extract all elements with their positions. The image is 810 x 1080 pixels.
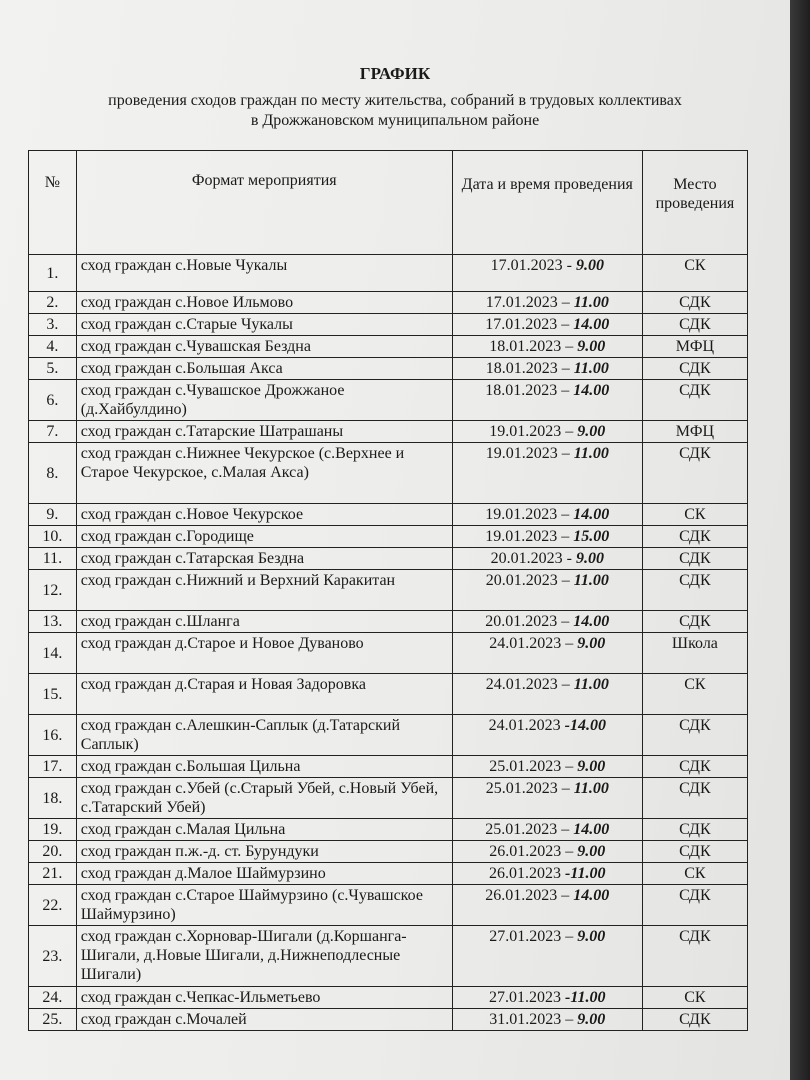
row-datetime: [452, 443, 642, 504]
row-place: СДК: [642, 756, 747, 778]
row-number: 18.: [29, 778, 77, 819]
row-place: Школа: [642, 633, 747, 674]
row-time: 9.00: [577, 423, 606, 440]
row-datetime: [452, 358, 642, 380]
row-time: 15.00: [573, 528, 610, 545]
row-number: 7.: [29, 421, 77, 443]
row-time: 14.00: [573, 887, 610, 904]
row-number: 23.: [29, 926, 77, 987]
row-place: СК: [642, 255, 747, 292]
row-datetime: [452, 633, 642, 674]
row-time: 9.00: [577, 1011, 606, 1028]
row-time: 14.00: [573, 506, 610, 523]
table-row: [29, 756, 748, 778]
row-datetime: [452, 380, 642, 421]
row-number: 8.: [29, 443, 77, 504]
header-format: Формат мероприятия: [76, 151, 452, 255]
row-date: 26.01.2023 –: [485, 887, 574, 904]
row-date: 19.01.2023 –: [485, 528, 574, 545]
row-date: 26.01.2023: [489, 865, 566, 882]
document-title: ГРАФИК: [359, 64, 431, 83]
row-format: сход граждан с.Татарская Бездна: [76, 548, 452, 570]
row-number: 20.: [29, 841, 77, 863]
row-place: МФЦ: [642, 336, 747, 358]
table-row: [29, 633, 748, 674]
row-date: 19.01.2023 –: [485, 445, 574, 462]
row-place: СДК: [642, 358, 747, 380]
row-date: 19.01.2023 –: [489, 423, 578, 440]
row-number: 25.: [29, 1009, 77, 1031]
row-place: СДК: [642, 570, 747, 611]
row-datetime: [452, 421, 642, 443]
row-format: сход граждан с.Чувашская Бездна: [76, 336, 452, 358]
row-datetime: [452, 819, 642, 841]
row-time: 14.00: [573, 821, 610, 838]
row-number: 19.: [29, 819, 77, 841]
row-number: 15.: [29, 674, 77, 715]
background-edge: [790, 0, 810, 1080]
row-number: 2.: [29, 292, 77, 314]
row-time: 11.00: [573, 360, 609, 377]
table-header-row: [29, 151, 748, 255]
row-date: 25.01.2023 –: [489, 758, 578, 775]
table-row: [29, 885, 748, 926]
row-format: сход граждан п.ж.-д. ст. Бурундуки: [76, 841, 452, 863]
row-time: -14.00: [564, 717, 606, 734]
row-time: 11.00: [573, 676, 609, 693]
row-datetime: [452, 548, 642, 570]
row-time: 14.00: [573, 613, 610, 630]
row-place: СК: [642, 504, 747, 526]
row-number: 9.: [29, 504, 77, 526]
table-row: [29, 778, 748, 819]
row-date: 24.01.2023 –: [485, 676, 574, 693]
row-number: 10.: [29, 526, 77, 548]
row-datetime: [452, 885, 642, 926]
row-time: 11.00: [573, 294, 609, 311]
row-datetime: [452, 715, 642, 756]
row-format: сход граждан с.Нижний и Верхний Каракитан: [76, 570, 452, 611]
row-number: 22.: [29, 885, 77, 926]
row-datetime: [452, 756, 642, 778]
row-time: 14.00: [573, 316, 610, 333]
row-time: 9.00: [575, 257, 604, 274]
row-place: СДК: [642, 1009, 747, 1031]
header-num: №: [29, 151, 77, 255]
table-row: [29, 314, 748, 336]
table-row: [29, 548, 748, 570]
document-subtitle-line1: проведения сходов граждан по месту жительства, собраний в трудовых коллективах: [108, 92, 682, 109]
row-place: СДК: [642, 841, 747, 863]
row-format: сход граждан д.Малое Шаймурзино: [76, 863, 452, 885]
row-datetime: [452, 611, 642, 633]
row-datetime: [452, 778, 642, 819]
row-datetime: [452, 926, 642, 987]
row-date: 24.01.2023 –: [489, 635, 578, 652]
row-date: 18.01.2023 –: [485, 382, 574, 399]
row-place: СДК: [642, 314, 747, 336]
row-format: сход граждан с.Чепкас-Ильметьево: [76, 987, 452, 1009]
table-row: [29, 674, 748, 715]
row-time: -11.00: [565, 989, 606, 1006]
row-place: СДК: [642, 380, 747, 421]
row-time: 9.00: [577, 843, 606, 860]
row-date: 27.01.2023: [489, 989, 566, 1006]
row-time: 11.00: [573, 572, 609, 589]
row-place: СДК: [642, 715, 747, 756]
row-format: сход граждан д.Старая и Новая Задоровка: [76, 674, 452, 715]
table-row: [29, 255, 748, 292]
row-date: 31.01.2023 –: [489, 1011, 578, 1028]
header-date: Дата и время проведения: [452, 151, 642, 255]
table-row: [29, 863, 748, 885]
table-row: [29, 358, 748, 380]
table-row: [29, 611, 748, 633]
row-place: СДК: [642, 292, 747, 314]
row-format: сход граждан д.Старое и Новое Дуваново: [76, 633, 452, 674]
table-row: [29, 715, 748, 756]
row-time: 9.00: [577, 635, 606, 652]
row-number: 14.: [29, 633, 77, 674]
table-row: [29, 336, 748, 358]
row-place: СДК: [642, 819, 747, 841]
row-datetime: [452, 504, 642, 526]
row-format: сход граждан с.Новые Чукалы: [76, 255, 452, 292]
row-format: сход граждан с.Чувашское Дрожжаное (д.Хайбулдино): [76, 380, 452, 421]
row-time: 11.00: [573, 780, 609, 797]
row-format: сход граждан с.Алешкин-Саплык (д.Татарский Саплык): [76, 715, 452, 756]
row-datetime: [452, 570, 642, 611]
row-date: 20.01.2023 –: [485, 613, 574, 630]
row-time: 11.00: [573, 445, 609, 462]
row-format: сход граждан с.Нижнее Чекурское (с.Верхнее и Старое Чекурское, с.Малая Акса): [76, 443, 452, 504]
row-number: 16.: [29, 715, 77, 756]
row-date: 24.01.2023: [488, 717, 565, 734]
row-date: 19.01.2023 –: [485, 506, 574, 523]
row-number: 1.: [29, 255, 77, 292]
row-place: МФЦ: [642, 421, 747, 443]
row-place: СК: [642, 674, 747, 715]
row-place: СДК: [642, 611, 747, 633]
document-subtitle-line2: в Дрожжановском муниципальном районе: [250, 112, 540, 129]
row-format: сход граждан с.Хорновар-Шигали (д.Коршанга-Шигали, д.Новые Шигали, д.Нижнеподлесные Шигали): [76, 926, 452, 987]
row-place: СДК: [642, 548, 747, 570]
row-number: 5.: [29, 358, 77, 380]
table-row: [29, 526, 748, 548]
row-datetime: [452, 292, 642, 314]
row-datetime: [452, 987, 642, 1009]
row-time: -11.00: [565, 865, 606, 882]
row-datetime: [452, 863, 642, 885]
row-place: СДК: [642, 926, 747, 987]
row-datetime: [452, 314, 642, 336]
row-datetime: [452, 255, 642, 292]
row-time: 9.00: [577, 338, 606, 355]
row-format: сход граждан с.Малая Цильна: [76, 819, 452, 841]
row-format: сход граждан с.Большая Акса: [76, 358, 452, 380]
row-number: 3.: [29, 314, 77, 336]
row-datetime: [452, 674, 642, 715]
row-datetime: [452, 336, 642, 358]
table-row: [29, 819, 748, 841]
row-date: 18.01.2023 –: [485, 360, 574, 377]
row-number: 21.: [29, 863, 77, 885]
table-row: [29, 987, 748, 1009]
table-row: [29, 380, 748, 421]
table-row: [29, 504, 748, 526]
row-number: 17.: [29, 756, 77, 778]
row-format: сход граждан с.Мочалей: [76, 1009, 452, 1031]
row-date: 17.01.2023 –: [485, 316, 574, 333]
row-format: сход граждан с.Старое Шаймурзино (с.Чувашское Шаймурзино): [76, 885, 452, 926]
header-place: Место проведения: [642, 151, 747, 255]
row-date: 17.01.2023 -: [490, 257, 576, 274]
row-datetime: [452, 1009, 642, 1031]
row-time: 9.00: [575, 550, 604, 567]
row-date: 25.01.2023 –: [485, 821, 574, 838]
row-number: 13.: [29, 611, 77, 633]
row-number: 12.: [29, 570, 77, 611]
row-place: СДК: [642, 885, 747, 926]
row-place: СДК: [642, 443, 747, 504]
row-format: сход граждан с.Новое Ильмово: [76, 292, 452, 314]
row-date: 25.01.2023 –: [485, 780, 574, 797]
row-time: 9.00: [577, 758, 606, 775]
row-format: сход граждан с.Старые Чукалы: [76, 314, 452, 336]
row-format: сход граждан с.Новое Чекурское: [76, 504, 452, 526]
row-time: 14.00: [573, 382, 610, 399]
row-time: 9.00: [577, 928, 606, 945]
table-row: [29, 1009, 748, 1031]
table-row: [29, 926, 748, 987]
row-place: СДК: [642, 778, 747, 819]
table-row: [29, 292, 748, 314]
row-date: 17.01.2023 –: [485, 294, 574, 311]
row-number: 24.: [29, 987, 77, 1009]
row-date: 20.01.2023 –: [485, 572, 574, 589]
table-row: [29, 443, 748, 504]
table-row: [29, 570, 748, 611]
table-row: [29, 421, 748, 443]
row-date: 20.01.2023 -: [490, 550, 576, 567]
row-place: СК: [642, 863, 747, 885]
row-number: 4.: [29, 336, 77, 358]
table-row: [29, 841, 748, 863]
row-datetime: [452, 841, 642, 863]
row-format: сход граждан с.Татарские Шатрашаны: [76, 421, 452, 443]
row-date: 26.01.2023 –: [489, 843, 578, 860]
row-number: 6.: [29, 380, 77, 421]
row-place: СДК: [642, 526, 747, 548]
schedule-table: [28, 150, 748, 1031]
row-format: сход граждан с.Городище: [76, 526, 452, 548]
row-format: сход граждан с.Большая Цильна: [76, 756, 452, 778]
row-place: СК: [642, 987, 747, 1009]
row-number: 11.: [29, 548, 77, 570]
row-date: 27.01.2023 –: [489, 928, 578, 945]
row-date: 18.01.2023 –: [489, 338, 578, 355]
row-datetime: [452, 526, 642, 548]
row-format: сход граждан с.Шланга: [76, 611, 452, 633]
row-format: сход граждан с.Убей (с.Старый Убей, с.Новый Убей, с.Татарский Убей): [76, 778, 452, 819]
